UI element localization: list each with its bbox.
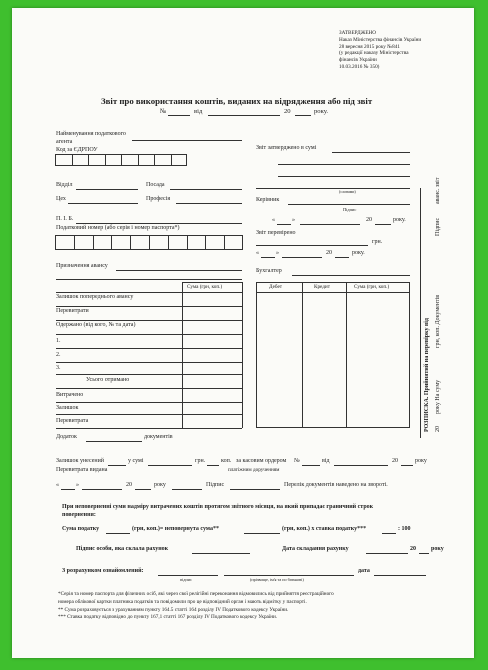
residual-order-number-field[interactable] bbox=[302, 465, 320, 466]
sum-row-label: Перевитрата bbox=[56, 418, 89, 424]
calc-year: 20 bbox=[410, 546, 416, 552]
residual-field[interactable] bbox=[108, 465, 126, 466]
approval-line: ЗАТВЕРДЖЕНО bbox=[339, 30, 377, 36]
acq-date-label: дата bbox=[358, 568, 370, 574]
tax-rate-label: (грн, коп.) х ставка податку*** bbox=[282, 526, 367, 532]
receipt-advance: аванс. звіт bbox=[435, 177, 441, 204]
approval-line: (у редакції наказу Міністерства bbox=[339, 50, 409, 57]
edrpou-label: Код за ЄДРПОУ bbox=[56, 147, 98, 153]
acq-signature-caption: підпис bbox=[180, 577, 192, 582]
residual-order: за касовим ордером bbox=[236, 458, 287, 464]
penalty-intro: При неповерненні суми надміру витрачених коштів протягом звітного місяця, на який припадає граничний строк bbox=[62, 504, 374, 510]
workshop-label: Цех bbox=[56, 196, 66, 202]
report-title: Звіт про використання коштів, виданих на відрядження або під звіт bbox=[101, 96, 373, 106]
check-day-field[interactable] bbox=[261, 257, 275, 258]
payment-order-caption: платіжним дорученням bbox=[228, 467, 280, 473]
calc-date-label: Дата складання рахунку bbox=[282, 546, 349, 552]
residual-grn: грн. bbox=[195, 458, 206, 464]
check-date-quote-close: » bbox=[276, 250, 279, 256]
final-sign-field[interactable] bbox=[172, 489, 202, 490]
approval-line: 28 вересня 2015 року №841 bbox=[339, 43, 400, 50]
acq-name-caption: (прізвище, ім'я та по батькові) bbox=[250, 577, 304, 582]
account-header-credit: Кредит bbox=[314, 284, 330, 290]
accountant-label: Бухгалтер bbox=[256, 268, 282, 274]
signer-label: Підпис особи, яка склала рахунок bbox=[76, 546, 169, 552]
footnote: номера облікової картки платника податків та повідомили про це відповідний орган і мають відмітку у паспорті. bbox=[58, 598, 307, 605]
final-year: 20 bbox=[126, 482, 132, 488]
in-words-caption: (словами) bbox=[339, 189, 356, 194]
checked-grn: грн. bbox=[372, 239, 383, 245]
final-sign-line[interactable] bbox=[230, 489, 280, 490]
unreturned-field[interactable] bbox=[244, 533, 280, 534]
day-field[interactable] bbox=[277, 224, 291, 225]
date-year: 20 bbox=[366, 217, 372, 223]
overspend-label: Перевитрата видана bbox=[56, 467, 108, 473]
footnote: *Серія та номер паспорта для фізичних осіб, які через свої релігійні переконання відмовились від прийняття реєстраційного bbox=[58, 591, 334, 597]
approval-line: фінансів України bbox=[339, 57, 377, 64]
approval-line: 10.03.2016 № 350) bbox=[339, 63, 380, 70]
tax-rate-field[interactable] bbox=[382, 533, 396, 534]
sum-row-label: Витрачено bbox=[56, 392, 84, 398]
number-field[interactable] bbox=[168, 115, 190, 116]
sum-row-label: Залишок попереднього авансу bbox=[56, 294, 134, 300]
accountant-field[interactable] bbox=[292, 275, 410, 276]
residual-sum-label: у сумі bbox=[128, 458, 144, 464]
appendix-docs: документів bbox=[144, 434, 173, 440]
sum-row-label: 1. bbox=[56, 338, 61, 344]
sum-row-label: 2. bbox=[56, 352, 61, 358]
acq-signature-field[interactable] bbox=[158, 575, 218, 576]
profession-label: Професія bbox=[146, 196, 171, 202]
calc-date-field[interactable] bbox=[366, 553, 408, 554]
appendix-label: Додаток bbox=[56, 434, 77, 440]
penalty-intro-2: повернення: bbox=[62, 512, 96, 518]
date-year-suffix: року. bbox=[393, 217, 406, 223]
check-date-quote-open: « bbox=[256, 250, 259, 256]
year-field[interactable] bbox=[295, 115, 311, 116]
approved-sum-line[interactable] bbox=[278, 164, 410, 165]
footnote: *** Ставка податку відповідно до пункту 167,1 статті 167 розділу IV Податкового кодексу України. bbox=[58, 614, 278, 621]
residual-no: № bbox=[294, 458, 300, 464]
sum-row-label: Перевитрати bbox=[56, 308, 89, 314]
sum-row-label: Усього отримано bbox=[86, 377, 130, 383]
residual-kop-field[interactable] bbox=[207, 465, 219, 466]
final-year-field[interactable] bbox=[135, 489, 151, 490]
approved-sum-words-field[interactable] bbox=[256, 188, 410, 189]
acq-date-field[interactable] bbox=[374, 575, 426, 576]
divide-hundred: : 100 bbox=[398, 526, 411, 532]
tax-sum-label: Сума податку bbox=[62, 526, 100, 532]
approved-sum-field[interactable] bbox=[332, 152, 410, 153]
number-from: від bbox=[194, 108, 203, 115]
final-quote-close: » bbox=[76, 482, 79, 488]
profession-field[interactable] bbox=[176, 203, 242, 204]
pib-label: П. І. Б. bbox=[56, 216, 74, 222]
sum-row-label: 3. bbox=[56, 365, 61, 371]
checked-sum-field[interactable] bbox=[256, 245, 368, 246]
date-quote-open: « bbox=[272, 217, 275, 223]
check-date-year: 20 bbox=[326, 250, 332, 256]
date-quote-close: » bbox=[292, 217, 295, 223]
docs-on-back-note: Перелік документів наведено на звороті. bbox=[284, 482, 388, 488]
receipt-twenty: 20 bbox=[435, 426, 441, 432]
number-year: 20 bbox=[284, 108, 291, 115]
account-header-debit: Дебет bbox=[269, 284, 283, 290]
month-field[interactable] bbox=[300, 224, 360, 225]
number-year-suffix: року. bbox=[314, 108, 328, 115]
department-field[interactable] bbox=[76, 189, 138, 190]
department-label: Відділ bbox=[56, 182, 73, 188]
check-year-field[interactable] bbox=[335, 257, 349, 258]
calc-rok: року bbox=[431, 546, 444, 552]
final-sign-label: Підпис bbox=[206, 482, 225, 488]
residual-year: 20 bbox=[392, 458, 398, 464]
check-date-year-suffix: року. bbox=[352, 250, 365, 256]
residual-sum-field[interactable] bbox=[148, 465, 192, 466]
footnote: ** Сума розраховується з урахуванням пункту 164.5 статті 164 розділу IV Податкового кодексу України. bbox=[58, 606, 289, 613]
residual-date-field[interactable] bbox=[334, 465, 388, 466]
receipt-sum-label: року На суму bbox=[435, 379, 441, 414]
approval-block bbox=[339, 30, 421, 71]
report-form-sheet bbox=[12, 8, 474, 658]
residual-rok: року bbox=[415, 458, 427, 464]
position-field[interactable] bbox=[170, 189, 242, 190]
advance-purpose-field-2[interactable] bbox=[56, 279, 242, 280]
approved-sum-label: Звіт затверджено в сумі bbox=[256, 145, 317, 151]
check-month-field[interactable] bbox=[282, 257, 322, 258]
advance-purpose-label: Призначення авансу bbox=[56, 263, 108, 269]
date-field[interactable] bbox=[208, 115, 280, 116]
final-month-field[interactable] bbox=[82, 489, 122, 490]
residual-from: від bbox=[322, 458, 330, 464]
sum-row-label: Одержано (від кого, № та дата) bbox=[56, 322, 136, 328]
tax-agent-label: Найменування податкового агента bbox=[56, 131, 126, 145]
year-field[interactable] bbox=[375, 224, 391, 225]
account-table bbox=[256, 282, 410, 428]
approval-line: Наказ Міністерства фінансів України bbox=[339, 36, 422, 43]
checked-label: Звіт перевірено bbox=[256, 230, 296, 236]
workshop-field[interactable] bbox=[68, 203, 138, 204]
receipt-title: РОЗПИСКА. Прийнятий на перевірку від bbox=[424, 318, 430, 432]
sum-table-header: Сума (грн, коп.) bbox=[187, 284, 223, 290]
calc-year-field[interactable] bbox=[419, 553, 429, 554]
sum-row-label: Залишок bbox=[56, 405, 79, 411]
residual-kop: коп. bbox=[221, 458, 232, 464]
tax-sum-field[interactable] bbox=[106, 533, 130, 534]
appendix-count-field[interactable] bbox=[86, 441, 142, 442]
acquainted-label: З розрахунком ознайомлений: bbox=[62, 568, 144, 574]
advance-purpose-field[interactable] bbox=[116, 270, 242, 271]
tax-number-label: Податковий номер (або серія і номер паспорта*) bbox=[56, 225, 180, 231]
position-label: Посада bbox=[146, 182, 165, 188]
final-day-field[interactable] bbox=[61, 489, 75, 490]
final-quote-open: « bbox=[56, 482, 59, 488]
signer-field[interactable] bbox=[192, 553, 250, 554]
pib-field[interactable] bbox=[76, 223, 242, 224]
approved-sum-line[interactable] bbox=[278, 176, 410, 177]
account-header-sum: Сума (грн, коп.) bbox=[354, 284, 390, 290]
number-no: № bbox=[160, 108, 167, 115]
final-rok: року bbox=[154, 482, 166, 488]
head-signature-field[interactable] bbox=[288, 204, 410, 205]
head-label: Керівник bbox=[256, 197, 280, 203]
acq-name-field[interactable] bbox=[224, 575, 354, 576]
tax-agent-field[interactable] bbox=[132, 140, 242, 141]
footnotes bbox=[58, 591, 334, 622]
receipt-signature: Підпис bbox=[435, 217, 441, 236]
receipt-grn-docs: грн, коп. Документів bbox=[435, 294, 441, 348]
residual-label: Залишок унесений bbox=[56, 458, 105, 464]
residual-year-field[interactable] bbox=[401, 465, 413, 466]
unreturned-label: (грн, коп.)= неповернута сума** bbox=[132, 526, 219, 532]
signature-caption: Підпис bbox=[343, 207, 357, 212]
